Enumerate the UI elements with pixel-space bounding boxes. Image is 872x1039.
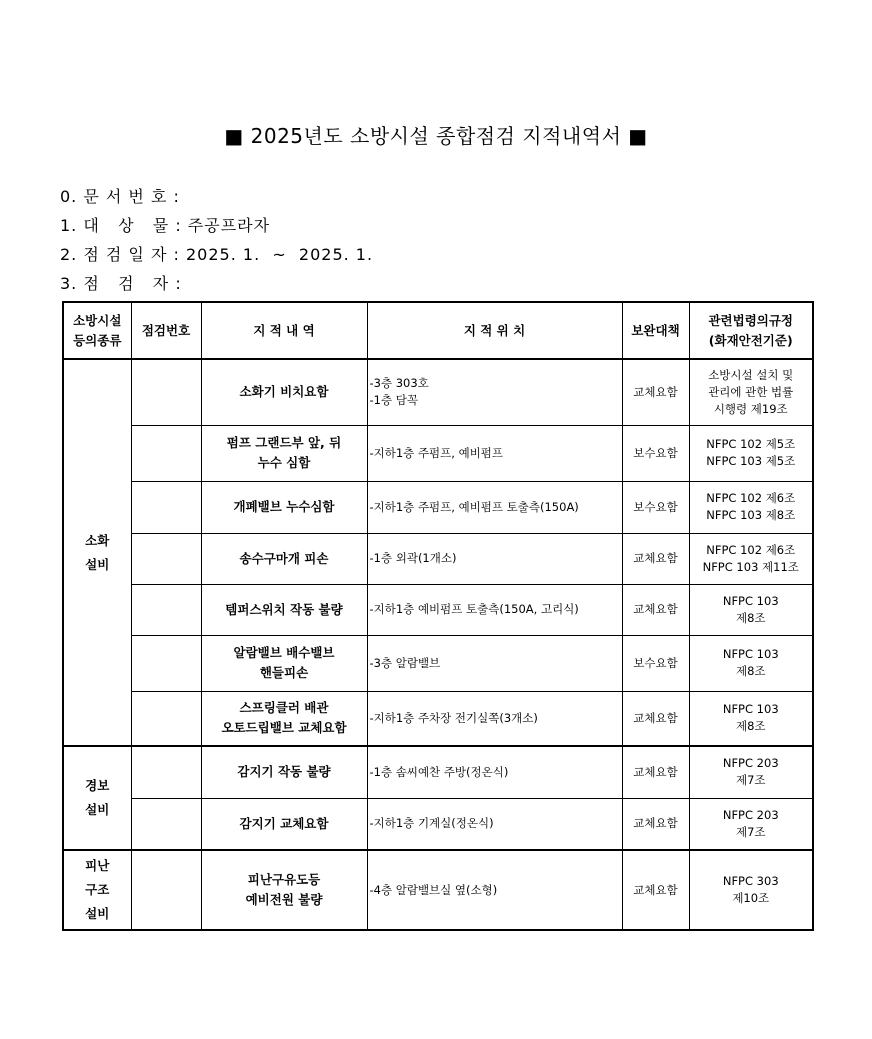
- number-cell: [131, 533, 201, 584]
- action-cell: 보수요함: [622, 481, 689, 533]
- category-cell: 경보 설비: [63, 746, 131, 850]
- regulation-cell: NFPC 103 제8조: [689, 691, 813, 746]
- header-category: 소방시설 등의종류: [63, 302, 131, 359]
- regulation-cell: NFPC 102 제6조 NFPC 103 제11조: [689, 533, 813, 584]
- item-cell: 감지기 작동 불량: [201, 746, 367, 798]
- location-cell: -1층 솜씨예찬 주방(정온식): [367, 746, 622, 798]
- table-row: [63, 798, 813, 850]
- item-cell: 개폐밸브 누수심함: [201, 481, 367, 533]
- table-row: [63, 850, 813, 930]
- action-cell: 보수요함: [622, 425, 689, 481]
- item-cell: 펌프 그랜드부 앞, 뒤 누수 심함: [201, 425, 367, 481]
- regulation-cell: 소방시설 설치 및 관리에 관한 법률 시행령 제19조: [689, 359, 813, 425]
- action-cell: 교체요함: [622, 584, 689, 635]
- action-cell: 교체요함: [622, 691, 689, 746]
- action-cell: 교체요함: [622, 798, 689, 850]
- item-cell: 템퍼스위치 작동 불량: [201, 584, 367, 635]
- table-row: [63, 359, 813, 425]
- table-row: [63, 584, 813, 635]
- findings-table: [62, 301, 814, 931]
- table-row: [63, 691, 813, 746]
- action-cell: 교체요함: [622, 746, 689, 798]
- header-location: 지 적 위 치: [367, 302, 622, 359]
- inspection-date-line: 2. 점 검 일 자 : 2025. 1. ~ 2025. 1.: [60, 245, 374, 264]
- regulation-cell: NFPC 203 제7조: [689, 746, 813, 798]
- table-row: [63, 481, 813, 533]
- number-cell: [131, 635, 201, 691]
- location-cell: -3층 알람밸브: [367, 635, 622, 691]
- category-cell: 피난 구조 설비: [63, 850, 131, 930]
- doc-number-line: 0. 문 서 번 호 :: [60, 187, 180, 206]
- action-cell: 교체요함: [622, 850, 689, 930]
- number-cell: [131, 425, 201, 481]
- table-row: [63, 425, 813, 481]
- header-item: 지 적 내 역: [201, 302, 367, 359]
- regulation-cell: NFPC 103 제8조: [689, 635, 813, 691]
- header-regulation: 관련법령의규정 (화재안전기준): [689, 302, 813, 359]
- action-cell: 교체요함: [622, 533, 689, 584]
- location-cell: -지하1층 주펌프, 예비펌프 토출측(150A): [367, 481, 622, 533]
- document-title: ■ 2025년도 소방시설 종합점검 지적내역서 ■: [224, 124, 648, 148]
- regulation-cell: NFPC 102 제5조 NFPC 103 제5조: [689, 425, 813, 481]
- number-cell: [131, 850, 201, 930]
- number-cell: [131, 481, 201, 533]
- location-cell: -4층 알람밸브실 옆(소형): [367, 850, 622, 930]
- number-cell: [131, 691, 201, 746]
- location-cell: -1층 외곽(1개소): [367, 533, 622, 584]
- item-cell: 소화기 비치요함: [201, 359, 367, 425]
- action-cell: 보수요함: [622, 635, 689, 691]
- number-cell: [131, 746, 201, 798]
- inspector-line: 3. 점 검 자 :: [60, 274, 182, 293]
- header-action: 보완대책: [622, 302, 689, 359]
- header-row: [63, 302, 813, 359]
- regulation-cell: NFPC 303 제10조: [689, 850, 813, 930]
- target-line: 1. 대 상 물 : 주공프라자: [60, 216, 271, 235]
- table-row: [63, 746, 813, 798]
- item-cell: 알람밸브 배수밸브 핸들피손: [201, 635, 367, 691]
- regulation-cell: NFPC 203 제7조: [689, 798, 813, 850]
- location-cell: -지하1층 주차장 전기실쪽(3개소): [367, 691, 622, 746]
- header-number: 점검번호: [131, 302, 201, 359]
- item-cell: 스프링클러 배관 오토드립밸브 교체요함: [201, 691, 367, 746]
- item-cell: 감지기 교체요함: [201, 798, 367, 850]
- table-row: [63, 635, 813, 691]
- regulation-cell: NFPC 102 제6조 NFPC 103 제8조: [689, 481, 813, 533]
- item-cell: 피난구유도등 예비전원 불량: [201, 850, 367, 930]
- table-row: [63, 533, 813, 584]
- item-cell: 송수구마개 피손: [201, 533, 367, 584]
- category-cell: 소화 설비: [63, 359, 131, 746]
- location-cell: -지하1층 기계실(정온식): [367, 798, 622, 850]
- regulation-cell: NFPC 103 제8조: [689, 584, 813, 635]
- location-cell: -지하1층 주펌프, 예비펌프: [367, 425, 622, 481]
- number-cell: [131, 359, 201, 425]
- number-cell: [131, 584, 201, 635]
- location-cell: -3층 303호 -1층 담꼭: [367, 359, 622, 425]
- location-cell: -지하1층 예비펌프 토출측(150A, 고리식): [367, 584, 622, 635]
- number-cell: [131, 798, 201, 850]
- action-cell: 교체요함: [622, 359, 689, 425]
